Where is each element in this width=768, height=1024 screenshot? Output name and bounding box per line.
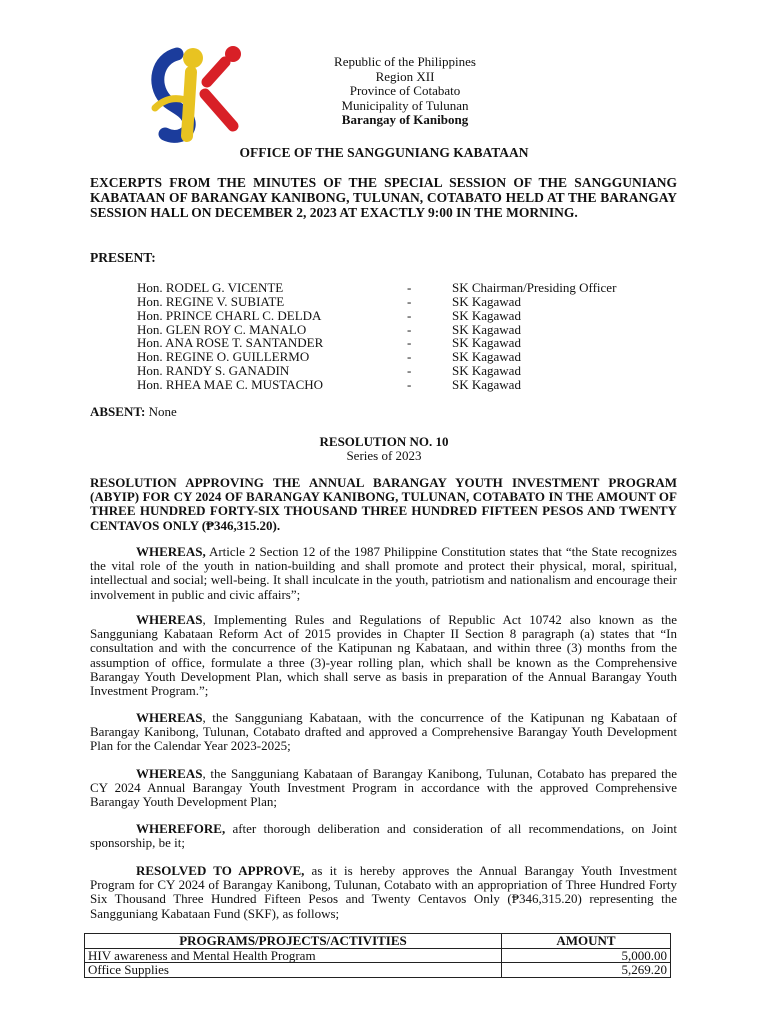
whereas-paragraph bbox=[90, 711, 677, 754]
amount-cell: 5,000.00 bbox=[502, 948, 671, 963]
wherefore-paragraph bbox=[90, 822, 677, 850]
member-dash: - bbox=[407, 294, 412, 309]
program-cell: Office Supplies bbox=[85, 963, 502, 978]
amount-cell: 5,269.20 bbox=[502, 963, 671, 978]
member-name: Hon. REGINE O. GUILLERMO bbox=[137, 349, 310, 364]
paragraph-lead: WHEREFORE, bbox=[136, 821, 226, 836]
paragraph-text: , the Sangguniang Kabataan of Barangay Kanibong, Tulunan, Cotabato has prepared the CY 2024 Annual Barangay Youth Investment Program in accordance with the approved Comprehensive Barangay Youth Development Plan; bbox=[90, 766, 677, 810]
whereas-paragraph bbox=[90, 767, 677, 810]
paragraph-text: , the Sangguniang Kabataan, with the concurrence of the Katipunan ng Kabataan of Barangay Kanibong, Tulunan, Cotabato drafted and approved a Comprehensive Barangay Youth Development Plan for the Calendar Year 2023-2025; bbox=[90, 710, 677, 754]
member-position: SK Kagawad bbox=[452, 335, 521, 350]
sk-logo bbox=[147, 44, 253, 144]
member-dash: - bbox=[407, 349, 412, 364]
letterhead-line: Municipality of Tulunan bbox=[341, 97, 469, 113]
paragraph-lead: WHEREAS bbox=[136, 612, 203, 627]
member-dash: - bbox=[407, 308, 412, 323]
member-dash: - bbox=[407, 322, 412, 337]
member-position: SK Kagawad bbox=[452, 377, 521, 392]
paragraph-lead: RESOLVED TO APPROVE, bbox=[136, 863, 305, 878]
member-name: Hon. GLEN ROY C. MANALO bbox=[137, 322, 307, 337]
paragraph-text: Article 2 Section 12 of the 1987 Philippine Constitution states that “the State recognizes the vital role of the youth in nation-building and shall promote and protect their physical, moral, spiritual, intellectual and social; well-being. It shall inculcate in the youth, patriotism and nationalism and encourage their involvement in public and civic affairs”; bbox=[90, 544, 677, 602]
paragraph-text: after thorough deliberation and consideration of all recommendations, on Joint sponsorship, be it; bbox=[90, 821, 677, 851]
member-dash: - bbox=[407, 377, 412, 392]
program-cell: HIV awareness and Mental Health Program bbox=[85, 948, 502, 963]
whereas-paragraph bbox=[90, 545, 677, 602]
member-name: Hon. REGINE V. SUBIATE bbox=[137, 294, 285, 309]
member-name: Hon. PRINCE CHARL C. DELDA bbox=[137, 308, 322, 323]
member-name: Hon. ANA ROSE T. SANTANDER bbox=[137, 335, 324, 350]
letterhead-line: Province of Cotabato bbox=[349, 83, 461, 99]
member-position: SK Kagawad bbox=[452, 349, 521, 364]
member-name: Hon. RODEL G. VICENTE bbox=[137, 280, 284, 295]
programs-table bbox=[84, 933, 671, 978]
resolution-number: RESOLUTION NO. 10 bbox=[319, 434, 449, 449]
paragraph-lead: WHEREAS bbox=[136, 766, 203, 781]
member-dash: - bbox=[407, 363, 412, 378]
resolution-title: RESOLUTION APPROVING THE ANNUAL BARANGAY YOUTH INVESTMENT PROGRAM (ABYIP) FOR CY 2024 OF BARANGAY KANIBONG, TULUNAN, COTABATO IN THE AMOUNT OF THREE HUNDRED FORTY-SIX THOUSAND THREE HUNDRED FIFTEEN PESOS AND TWENTY CENTAVOS ONLY (₱346,315.20). bbox=[90, 475, 677, 533]
table-row bbox=[85, 948, 671, 963]
present-label: PRESENT: bbox=[90, 250, 156, 265]
letterhead-line: Republic of the Philippines bbox=[334, 54, 476, 69]
paragraph-lead: WHEREAS bbox=[136, 710, 203, 725]
member-position: SK Kagawad bbox=[452, 363, 521, 378]
member-name: Hon. RHEA MAE C. MUSTACHO bbox=[137, 377, 324, 392]
resolution-series: Series of 2023 bbox=[346, 448, 422, 463]
table-row bbox=[85, 963, 671, 978]
member-dash: - bbox=[407, 280, 412, 295]
excerpt-title: EXCERPTS FROM THE MINUTES OF THE SPECIAL SESSION OF THE SANGGUNIANG KABATAAN OF BARANGAY KANIBONG, TULUNAN, COTABATO HELD AT THE BARANGAY SESSION HALL ON DECEMBER 2, 2023 AT EXACTLY 9:00 IN THE MORNING. bbox=[90, 175, 677, 220]
column-header-programs: PROGRAMS/PROJECTS/ACTIVITIES bbox=[85, 934, 502, 949]
absent-line bbox=[90, 404, 177, 420]
member-position: SK Chairman/Presiding Officer bbox=[452, 280, 617, 295]
paragraph-text: as it is hereby approves the Annual Barangay Youth Investment Program for CY 2024 of Barangay Kanibong, Tulunan, Cotabato with an appropriation of Three Hundred Forty Six Thousand Three Hundred Fifteen Pesos and Twenty Centavos Only (₱346,315.20) representing the Sangguniang Kabataan Fund (SKF), as follows; bbox=[90, 863, 677, 921]
whereas-paragraph bbox=[90, 613, 677, 698]
office-title: OFFICE OF THE SANGGUNIANG KABATAAN bbox=[239, 145, 529, 160]
absent-value: None bbox=[145, 404, 177, 419]
member-name: Hon. RANDY S. GANADIN bbox=[137, 363, 290, 378]
paragraph-lead: WHEREAS, bbox=[136, 544, 206, 559]
absent-label: ABSENT: bbox=[90, 404, 146, 419]
letterhead-barangay: Barangay of Kanibong bbox=[341, 112, 469, 128]
paragraph-text: , Implementing Rules and Regulations of Republic Act 10742 also known as the Sangguniang Kabataan Reform Act of 2015 provides in Chapter II Section 8 paragraph (a) states that “In consultation and with the concurrence of the Katipunan ng Kabataan, and within three (3) months from the assumption of office, formulate a three (3)-year rolling plan, which shall be known as the Comprehensive Barangay Youth Development Plan, which shall serve as basis in preparation of the Annual Barangay Youth Investment Program.”; bbox=[90, 612, 677, 699]
member-position: SK Kagawad bbox=[452, 294, 521, 309]
member-dash: - bbox=[407, 335, 412, 350]
resolved-paragraph bbox=[90, 864, 677, 921]
member-position: SK Kagawad bbox=[452, 322, 521, 337]
letterhead-line: Region XII bbox=[375, 68, 435, 84]
member-position: SK Kagawad bbox=[452, 308, 521, 323]
table-header-row bbox=[85, 934, 671, 949]
column-header-amount: AMOUNT bbox=[502, 934, 671, 949]
letterhead bbox=[290, 55, 520, 128]
